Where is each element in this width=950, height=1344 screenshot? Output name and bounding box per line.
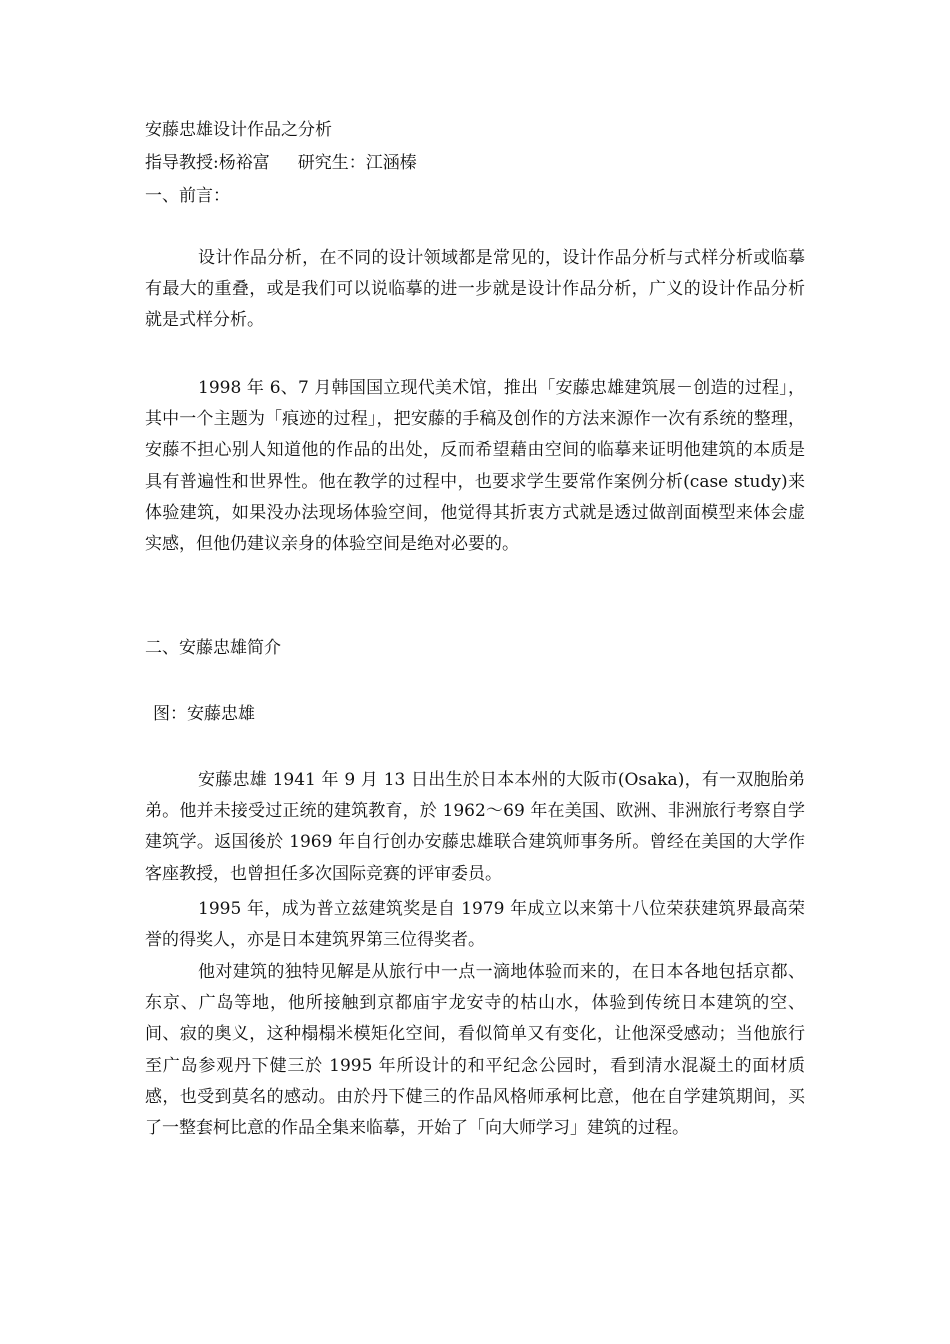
paragraph-biography-2: 1995 年，成为普立兹建筑奖是自 1979 年成立以来第十八位荣获建筑界最高荣誉的得奖人，亦是日本建筑界第三位得奖者。 [145,899,805,951]
figure-caption: 图：安藤忠雄 [153,704,255,724]
paragraph-preface-1: 设计作品分析，在不同的设计领域都是常见的，设计作品分析与式样分析或临摹有最大的重叠，或是我们可以说临摹的进一步就是设计作品分析，广义的设计作品分析就是式样分析。 [145,248,805,331]
author-line [145,152,417,174]
document-title: 安藤忠雄设计作品之分析 [145,120,332,140]
section-heading-biography: 二、安藤忠雄简介 [145,638,281,658]
section-heading-preface: 一、前言： [145,186,230,206]
paragraph-biography-3: 他对建筑的独特见解是从旅行中一点一滴地体验而来的，在日本各地包括京都、东京、广岛等地，他所接触到京都庙宇龙安寺的枯山水，体验到传统日本建筑的空、间、寂的奥义，这种榻榻米模矩化空间，看似简单又有变化，让他深受感动；当他旅行至广岛参观丹下健三於 1995 年所设计的和平纪念公园时，看到清水混凝土的面材质感，也受到莫名的感动。由於丹下健三的作品风格师承柯比意，他在自学建筑期间，买了一整套柯比意的作品全集来临摹，开始了「向大师学习」建筑的过程。 [145,962,805,1139]
student-name: 研究生：江涵榛 [297,153,417,173]
paragraph-preface-2: 1998 年 6、7 月韩国国立现代美术馆，推出「安藤忠雄建筑展－创造的过程」，其中一个主题为「痕迹的过程」，把安藤的手稿及创作的方法来源作一次有系统的整理，安藤不担心别人知道他的作品的出处，反而希望藉由空间的临摹来证明他建筑的本质是具有普遍性和世界性。他在教学的过程中，也要求学生要常作案例分析(case study)来体验建筑，如果没办法现场体验空间，他觉得其折衷方式就是透过做剖面模型来体会虚实感，但他仍建议亲身的体验空间是绝对必要的。 [145,378,805,555]
advisor-name: 指导教授:杨裕富 [145,153,270,173]
paragraph-biography-1: 安藤忠雄 1941 年 9 月 13 日出生於日本本州的大阪市(Osaka)，有一双胞胎弟弟。他并未接受过正统的建筑教育，於 1962～69 年在美国、欧洲、非洲旅行考察自学建筑学。返国後於 1969 年自行创办安藤忠雄联合建筑师事务所。曾经在美国的大学作客座教授，也曾担任多次国际竞赛的评审委员。 [145,770,805,884]
